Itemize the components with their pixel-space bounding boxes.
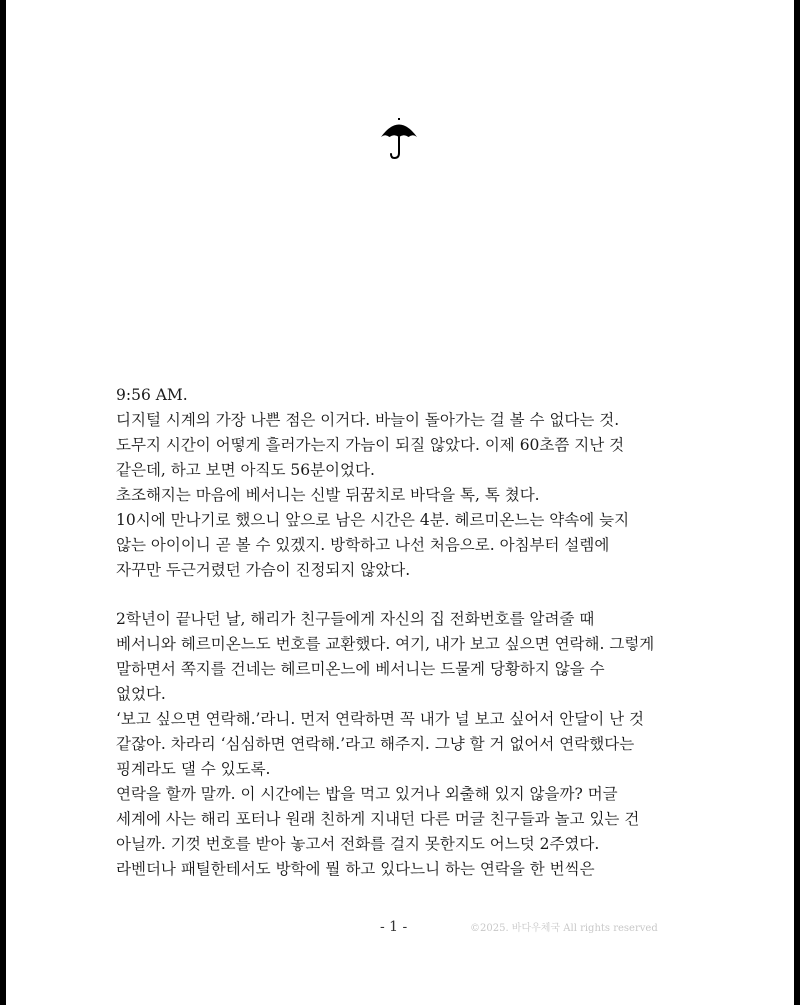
text-line: 베서니와 헤르미온느도 번호를 교환했다. 여기, 내가 보고 싶으면 연락해. 그렇게 bbox=[116, 635, 655, 653]
text-line: 디지털 시계의 가장 나쁜 점은 이거다. 바늘이 돌아가는 걸 볼 수 없다는 것. bbox=[116, 411, 620, 429]
page-footer bbox=[6, 915, 794, 939]
umbrella-icon bbox=[380, 118, 418, 160]
text-line: 같은데, 하고 보면 아직도 56분이었다. bbox=[116, 461, 375, 479]
text-line: 같잖아. 차라리 ‘심심하면 연락해.’라고 해주지. 그냥 할 거 없어서 연락했다는 bbox=[116, 735, 635, 753]
text-line: 자꾸만 두근거렸던 가슴이 진정되지 않았다. bbox=[116, 561, 411, 579]
text-line: 2학년이 끝나던 날, 해리가 친구들에게 자신의 집 전화번호를 알려줄 때 bbox=[116, 610, 595, 628]
text-line: 연락을 할까 말까. 이 시간에는 밥을 먹고 있거나 외출해 있지 않을까? 머글 bbox=[116, 785, 618, 803]
document-page bbox=[6, 0, 794, 1005]
paragraph-gap bbox=[116, 583, 706, 607]
paragraph bbox=[116, 383, 706, 583]
copyright-notice: ©2025. 바다우체국 All rights reserved bbox=[470, 923, 658, 934]
text-line: 핑계라도 댈 수 있도록. bbox=[116, 760, 271, 778]
text-line: 10시에 만나기로 했으니 앞으로 남은 시간은 4분. 헤르미온느는 약속에 늦지 bbox=[116, 511, 630, 529]
paragraph bbox=[116, 607, 706, 882]
text-line: 라벤더나 패틸한테서도 방학에 뭘 하고 있다느니 하는 연락을 한 번씩은 bbox=[116, 860, 595, 878]
text-line: 없었다. bbox=[116, 685, 166, 703]
text-line: 않는 아이이니 곧 볼 수 있겠지. 방학하고 나선 처음으로. 아침부터 설렘에 bbox=[116, 536, 610, 554]
text-line: 말하면서 쪽지를 건네는 헤르미온느에 베서니는 드물게 당황하지 않을 수 bbox=[116, 660, 605, 678]
text-line: 세계에 사는 해리 포터나 원래 친하게 지내던 다른 머글 친구들과 놀고 있는 건 bbox=[116, 810, 640, 828]
text-line: 9:56 AM. bbox=[116, 386, 188, 404]
text-line: 아닐까. 기껏 번호를 받아 놓고서 전화를 걸지 못한지도 어느덧 2주였다. bbox=[116, 835, 600, 853]
text-line: 도무지 시간이 어떻게 흘러가는지 가늠이 되질 않았다. 이제 60초쯤 지난 것 bbox=[116, 436, 625, 454]
text-line: ‘보고 싶으면 연락해.’라니. 먼저 연락하면 꼭 내가 널 보고 싶어서 안달이 난 것 bbox=[116, 710, 645, 728]
story-text bbox=[116, 383, 706, 882]
page-number: - 1 - bbox=[380, 919, 408, 935]
text-line: 초조해지는 마음에 베서니는 신발 뒤꿈치로 바닥을 톡, 톡 쳤다. bbox=[116, 486, 540, 504]
